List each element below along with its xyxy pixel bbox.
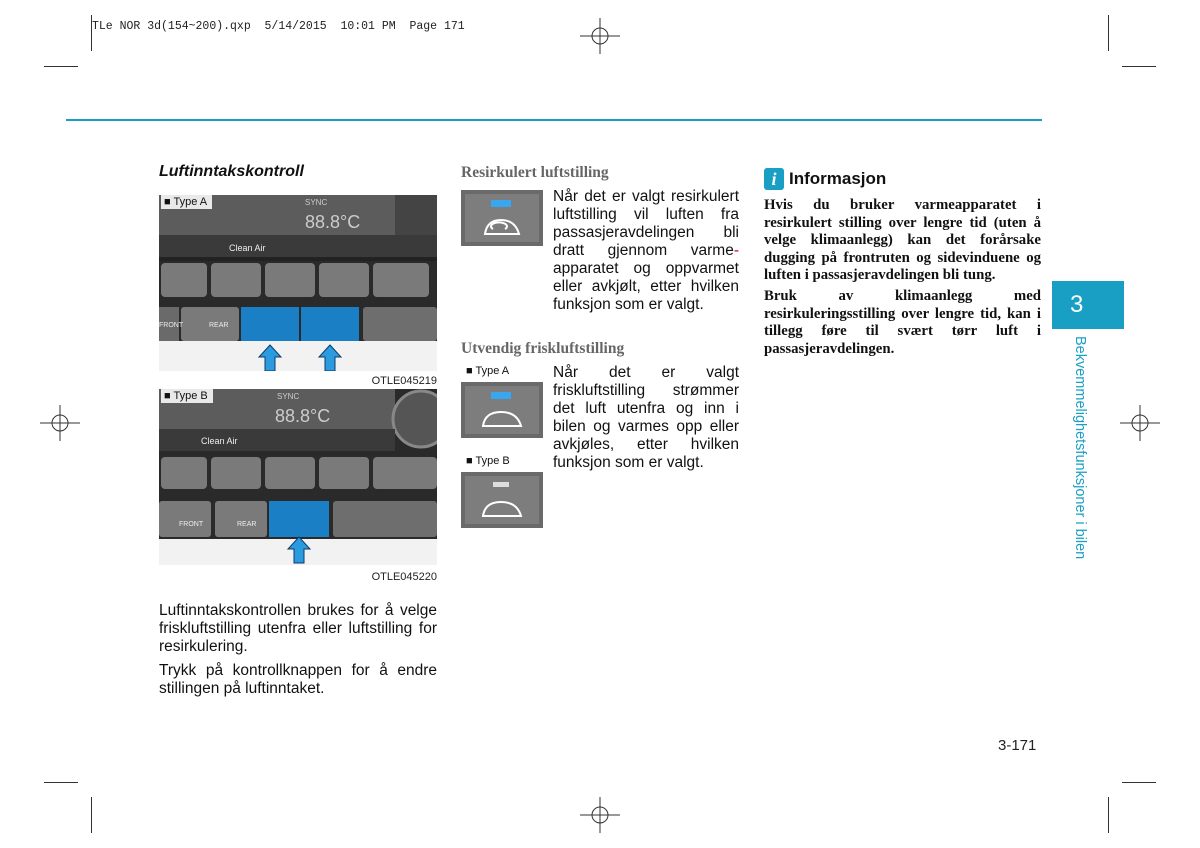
paragraph: Bruk av klimaanlegg med resirkuleringsstilling over lengre tid, kan i tillegg føre til svært tørr luft i passasjeravdelingen.	[764, 287, 1041, 357]
crop-mark	[1122, 66, 1156, 67]
info-header	[764, 168, 886, 190]
info-icon: i	[764, 168, 784, 190]
fresh-type-b-tag: ■ Type B	[466, 455, 510, 467]
page-number: 3-171	[998, 737, 1037, 754]
svg-text:Clean Air: Clean Air	[229, 243, 266, 253]
print-slug: TLe NOR 3d(154~200).qxp 5/14/2015 10:01 PM Page 171	[92, 20, 465, 33]
chapter-side-label: Bekvemmelighetsfunksjoner i bilen	[1072, 336, 1088, 560]
climate-panel-photo-b	[159, 389, 437, 565]
crop-mark	[44, 782, 78, 783]
registration-mark-bottom	[580, 797, 620, 833]
crop-mark	[1122, 782, 1156, 783]
type-b-tag: ■ Type B	[161, 389, 213, 403]
svg-text:88.8°C: 88.8°C	[275, 406, 331, 426]
info-body	[764, 197, 1041, 361]
svg-text:FRONT: FRONT	[159, 322, 184, 329]
fresh-button-image-a	[461, 382, 543, 438]
type-a-tag: ■ Type A	[161, 195, 212, 209]
fresh-button-image-b	[461, 472, 543, 528]
fresh-text: Når det er valgt friskluftstilling strømmer det luft utenfra og inn i bilen og varmes opp eller avkjøles, etter hvilken funksjon som er valgt.	[553, 364, 739, 471]
registration-mark-right	[1120, 405, 1160, 441]
svg-text:REAR: REAR	[209, 322, 229, 329]
info-title: Informasjon	[789, 169, 887, 188]
crop-mark	[91, 797, 92, 833]
crop-mark	[1108, 15, 1109, 51]
paragraph: Hvis du bruker varmeapparatet i resirkulert stilling over lengre tid (uten å velge klimaanlegg) kan det forårsake dugging på frontruten og sidevinduene og luften i passasjeravdelingen bli tung.	[764, 197, 1041, 284]
figure-type-a	[159, 195, 437, 391]
registration-mark-top	[580, 18, 620, 54]
text-run: apparatet og oppvarmet eller avkjølt, etter hvilken funksjon som er valgt.	[553, 260, 739, 313]
registration-mark-left	[40, 405, 80, 441]
recirc-button-image	[461, 190, 543, 246]
hyphen: -	[733, 242, 739, 259]
figure-code-b: OTLE045220	[371, 571, 437, 583]
recirc-text	[553, 188, 739, 314]
text-run: Når det er valgt resirkulert luftstilling vil luften fra passasjeravdelingen bli dratt gjennom varme	[553, 188, 739, 259]
fresh-heading: Utvendig friskluftstilling	[461, 340, 625, 357]
left-body	[159, 602, 437, 704]
crop-mark	[1108, 797, 1109, 833]
fresh-type-a-tag: ■ Type A	[466, 365, 510, 377]
svg-text:REAR: REAR	[237, 521, 257, 528]
paragraph: Trykk på kontrollknappen for å endre stillingen på luftinntaket.	[159, 662, 437, 697]
climate-panel-photo-a	[159, 195, 437, 371]
svg-text:SYNC: SYNC	[277, 392, 300, 401]
crop-mark	[44, 66, 78, 67]
svg-text:88.8°C: 88.8°C	[305, 212, 361, 232]
svg-text:FRONT: FRONT	[179, 521, 204, 528]
section-title: Luftinntakskontroll	[159, 163, 304, 180]
figure-type-b	[159, 389, 437, 585]
svg-text:Clean Air: Clean Air	[201, 436, 238, 446]
header-rule	[66, 119, 1042, 121]
svg-text:SYNC: SYNC	[305, 198, 328, 207]
recirc-heading: Resirkulert luftstilling	[461, 164, 609, 181]
paragraph: Luftinntakskontrollen brukes for å velge friskluftstilling utenfra eller luftstilling for resirkulering.	[159, 602, 437, 655]
chapter-tab: 3	[1052, 281, 1124, 329]
figure-code-a: OTLE045219	[371, 375, 437, 387]
